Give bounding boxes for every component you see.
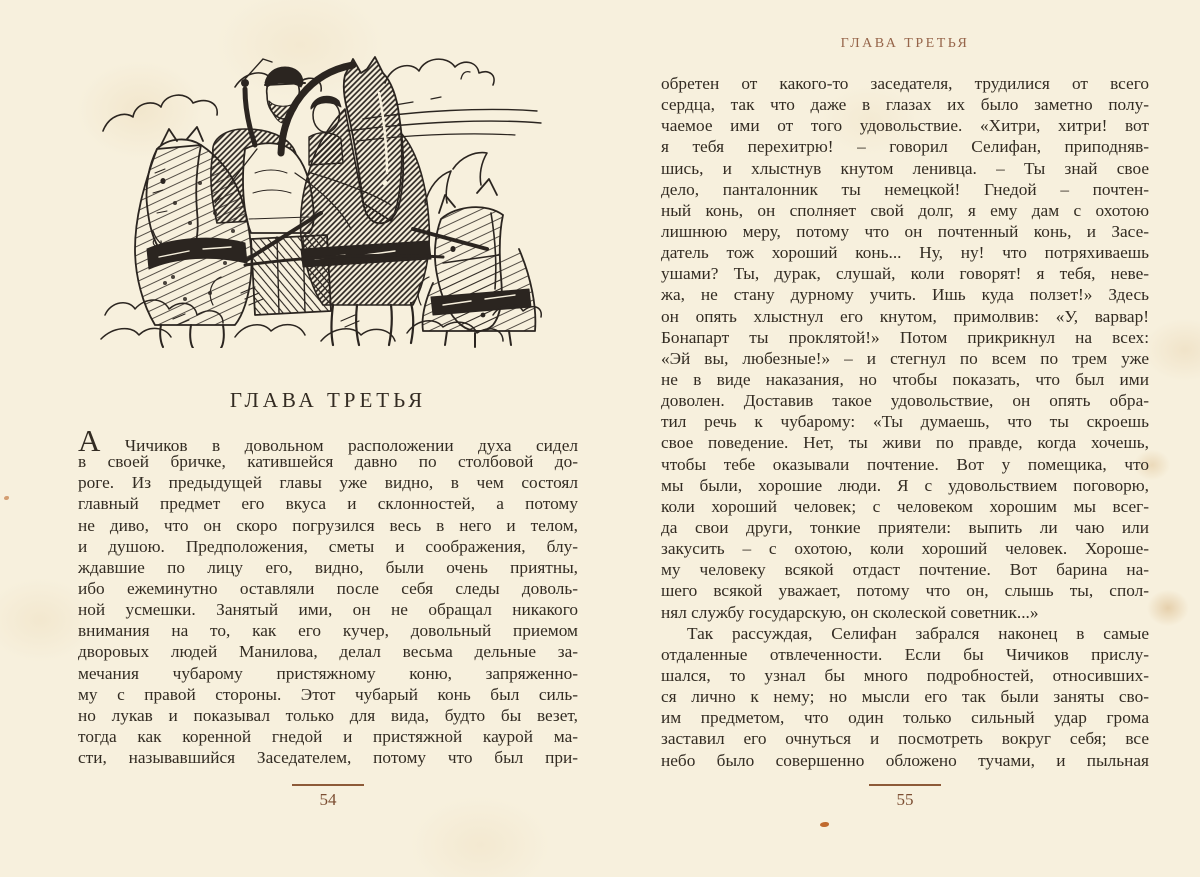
footer-rule [292, 784, 364, 786]
initial-capital: А [78, 423, 101, 458]
foxing-speck [820, 822, 829, 827]
text-line: главный предмет его вкуса и склонностей, а потому [78, 494, 578, 514]
text-line: заставил его очнуться и посмотреть вокруг себя; все [661, 729, 1149, 749]
right-page-footer [661, 784, 1149, 810]
text-line: роге. Из предыдущей главы уже видно, в чем состоял [78, 473, 578, 493]
text-line: дворовых людей Манилова, делал весьма дельные за- [78, 642, 578, 662]
body-first-line [78, 423, 578, 458]
text-line: свое поведение. Нет, ты живи по правде, когда хочешь, [661, 433, 1149, 453]
text-line: не диво, что он скоро погрузился весь в него и телом, [78, 515, 578, 535]
text-line: ный конь, он сполняет свой долг, я ему дам с охотою [661, 200, 1149, 220]
text-line: Так рассуждая, Селифан забрался наконец в самые [687, 623, 1149, 643]
left-page-footer [78, 784, 578, 810]
page-number-left: 54 [319, 790, 337, 809]
text-line: внимания на то, как его кучер, довольный приемом [78, 621, 578, 641]
text-line: ся лично к нему; но мысли его так были заняты сво- [661, 687, 1149, 707]
text-line: тил речь к чубарому: «Ты думаешь, что ты скроешь [661, 412, 1149, 432]
text-line: им предметом, что один только сильный удар грома [661, 708, 1149, 728]
text-line: ушами? Ты, дурак, слушай, коли говорят! я тебя, неве- [661, 264, 1149, 284]
text-line: «Эй вы, любезные!» – и стегнул по всем по трем уже [661, 348, 1149, 368]
left-page-lines [78, 451, 578, 768]
text-line: му с правой стороны. Этот чубарый конь был силь- [78, 684, 578, 704]
text-line: но лукав и показывал только для вида, будто бы везет, [78, 705, 578, 725]
text-line: шался, то узнал бы много подробностей, относивших- [661, 665, 1149, 685]
text-line: коли хороший человек; с человеком хорошим мы всег- [661, 496, 1149, 516]
text-line: му человеку всякой отдаст почтение. Вот барина на- [661, 560, 1149, 580]
text-line: небо было совершенно обложено тучами, и пыльная [661, 750, 1149, 770]
text-line: тогда как коренной гнедой и пристяжной каурой ма- [78, 726, 578, 746]
chapter-heading: ГЛАВА ТРЕТЬЯ [229, 388, 427, 412]
text-line: да свои други, тонкие приятели: выпить ли чаю или [661, 517, 1149, 537]
right-page-paragraph-1 [661, 73, 1149, 623]
text-line: сти, называвшийся Заседателем, потому что был при- [78, 748, 578, 768]
text-line: Бонапарт ты проклятой!» Потом прикрикнул на всех: [661, 327, 1149, 347]
text-line: мы были, хорошие люди. Я с удовольствием поговорю, [661, 475, 1149, 495]
text-line: отдаленные отвлеченности. Если бы Чичиков прислу- [661, 644, 1149, 664]
text-line: чтобы тебе оказывали почтение. Вот у помещика, что [661, 454, 1149, 474]
text-line: ибо ежеминутно оставляли после себя следы доволь- [78, 578, 578, 598]
footer-rule [869, 784, 941, 786]
text-line: датель тож хороший конь... Ну, ну! что потряхиваешь [661, 243, 1149, 263]
text-line: и душою. Предположения, сметы и соображения, блу- [78, 536, 578, 556]
text-line: в своей бричке, катившейся давно по столбовой до- [78, 452, 578, 472]
text-line: ждавшие по лицу его, видно, были очень приятны, [78, 557, 578, 577]
troika-drawing-svg [95, 53, 545, 348]
right-page-paragraph-2 [661, 623, 1149, 771]
text-line: сердца, так что даже в глазах их было заметно полу- [661, 95, 1149, 115]
text-line: не в виде наказания, но чтобы показать, что был ими [661, 369, 1149, 389]
left-page-body [78, 423, 578, 768]
text-line: чаемое ими от того удовольствие. «Хитри, хитри! вот [661, 116, 1149, 136]
text-line: закусить – с охотою, коли хороший человек. Хороше- [661, 539, 1149, 559]
text-line: жа, не стану дурному учить. Ишь куда ползет!» Здесь [661, 285, 1149, 305]
text-line: нял службу государскую, он сколеской советник...» [661, 602, 1039, 622]
page-number-right: 55 [896, 790, 914, 809]
text-line: шего всякой уважает, потому что он, слышь ты, спол- [661, 581, 1149, 601]
foxing-speck [4, 496, 9, 500]
text-line: лишнюю меру, потому что он почтенный конь, и Засе- [661, 221, 1149, 241]
text-line: мечания чубарому пристяжному коню, запряженно- [78, 663, 578, 683]
running-head: ГЛАВА ТРЕТЬЯ [840, 36, 970, 51]
text-line: дело, панталонник ты немецкой! Гнедой – почтен- [661, 179, 1149, 199]
text-line: я тебя перехитрю! – говорил Селифан, приподняв- [661, 137, 1149, 157]
text-line: доволен. Доставив такое удовольствие, он опять обра- [661, 391, 1149, 411]
right-page-body [661, 73, 1149, 771]
text-line: он опять хлыстнул его кнутом, примолвив: «У, варвар! [661, 306, 1149, 326]
first-line-text: Чичиков в довольном расположении духа сидел [100, 436, 578, 455]
text-line: шись, и хлыстнув кнутом ленивца. – Ты знай свое [661, 158, 1149, 178]
text-line: ной усмешки. Занятый ими, он не обращал никакого [78, 600, 578, 620]
troika-illustration [95, 53, 545, 348]
text-line: обретен от какого-то заседателя, трудилися от всего [661, 74, 1149, 93]
